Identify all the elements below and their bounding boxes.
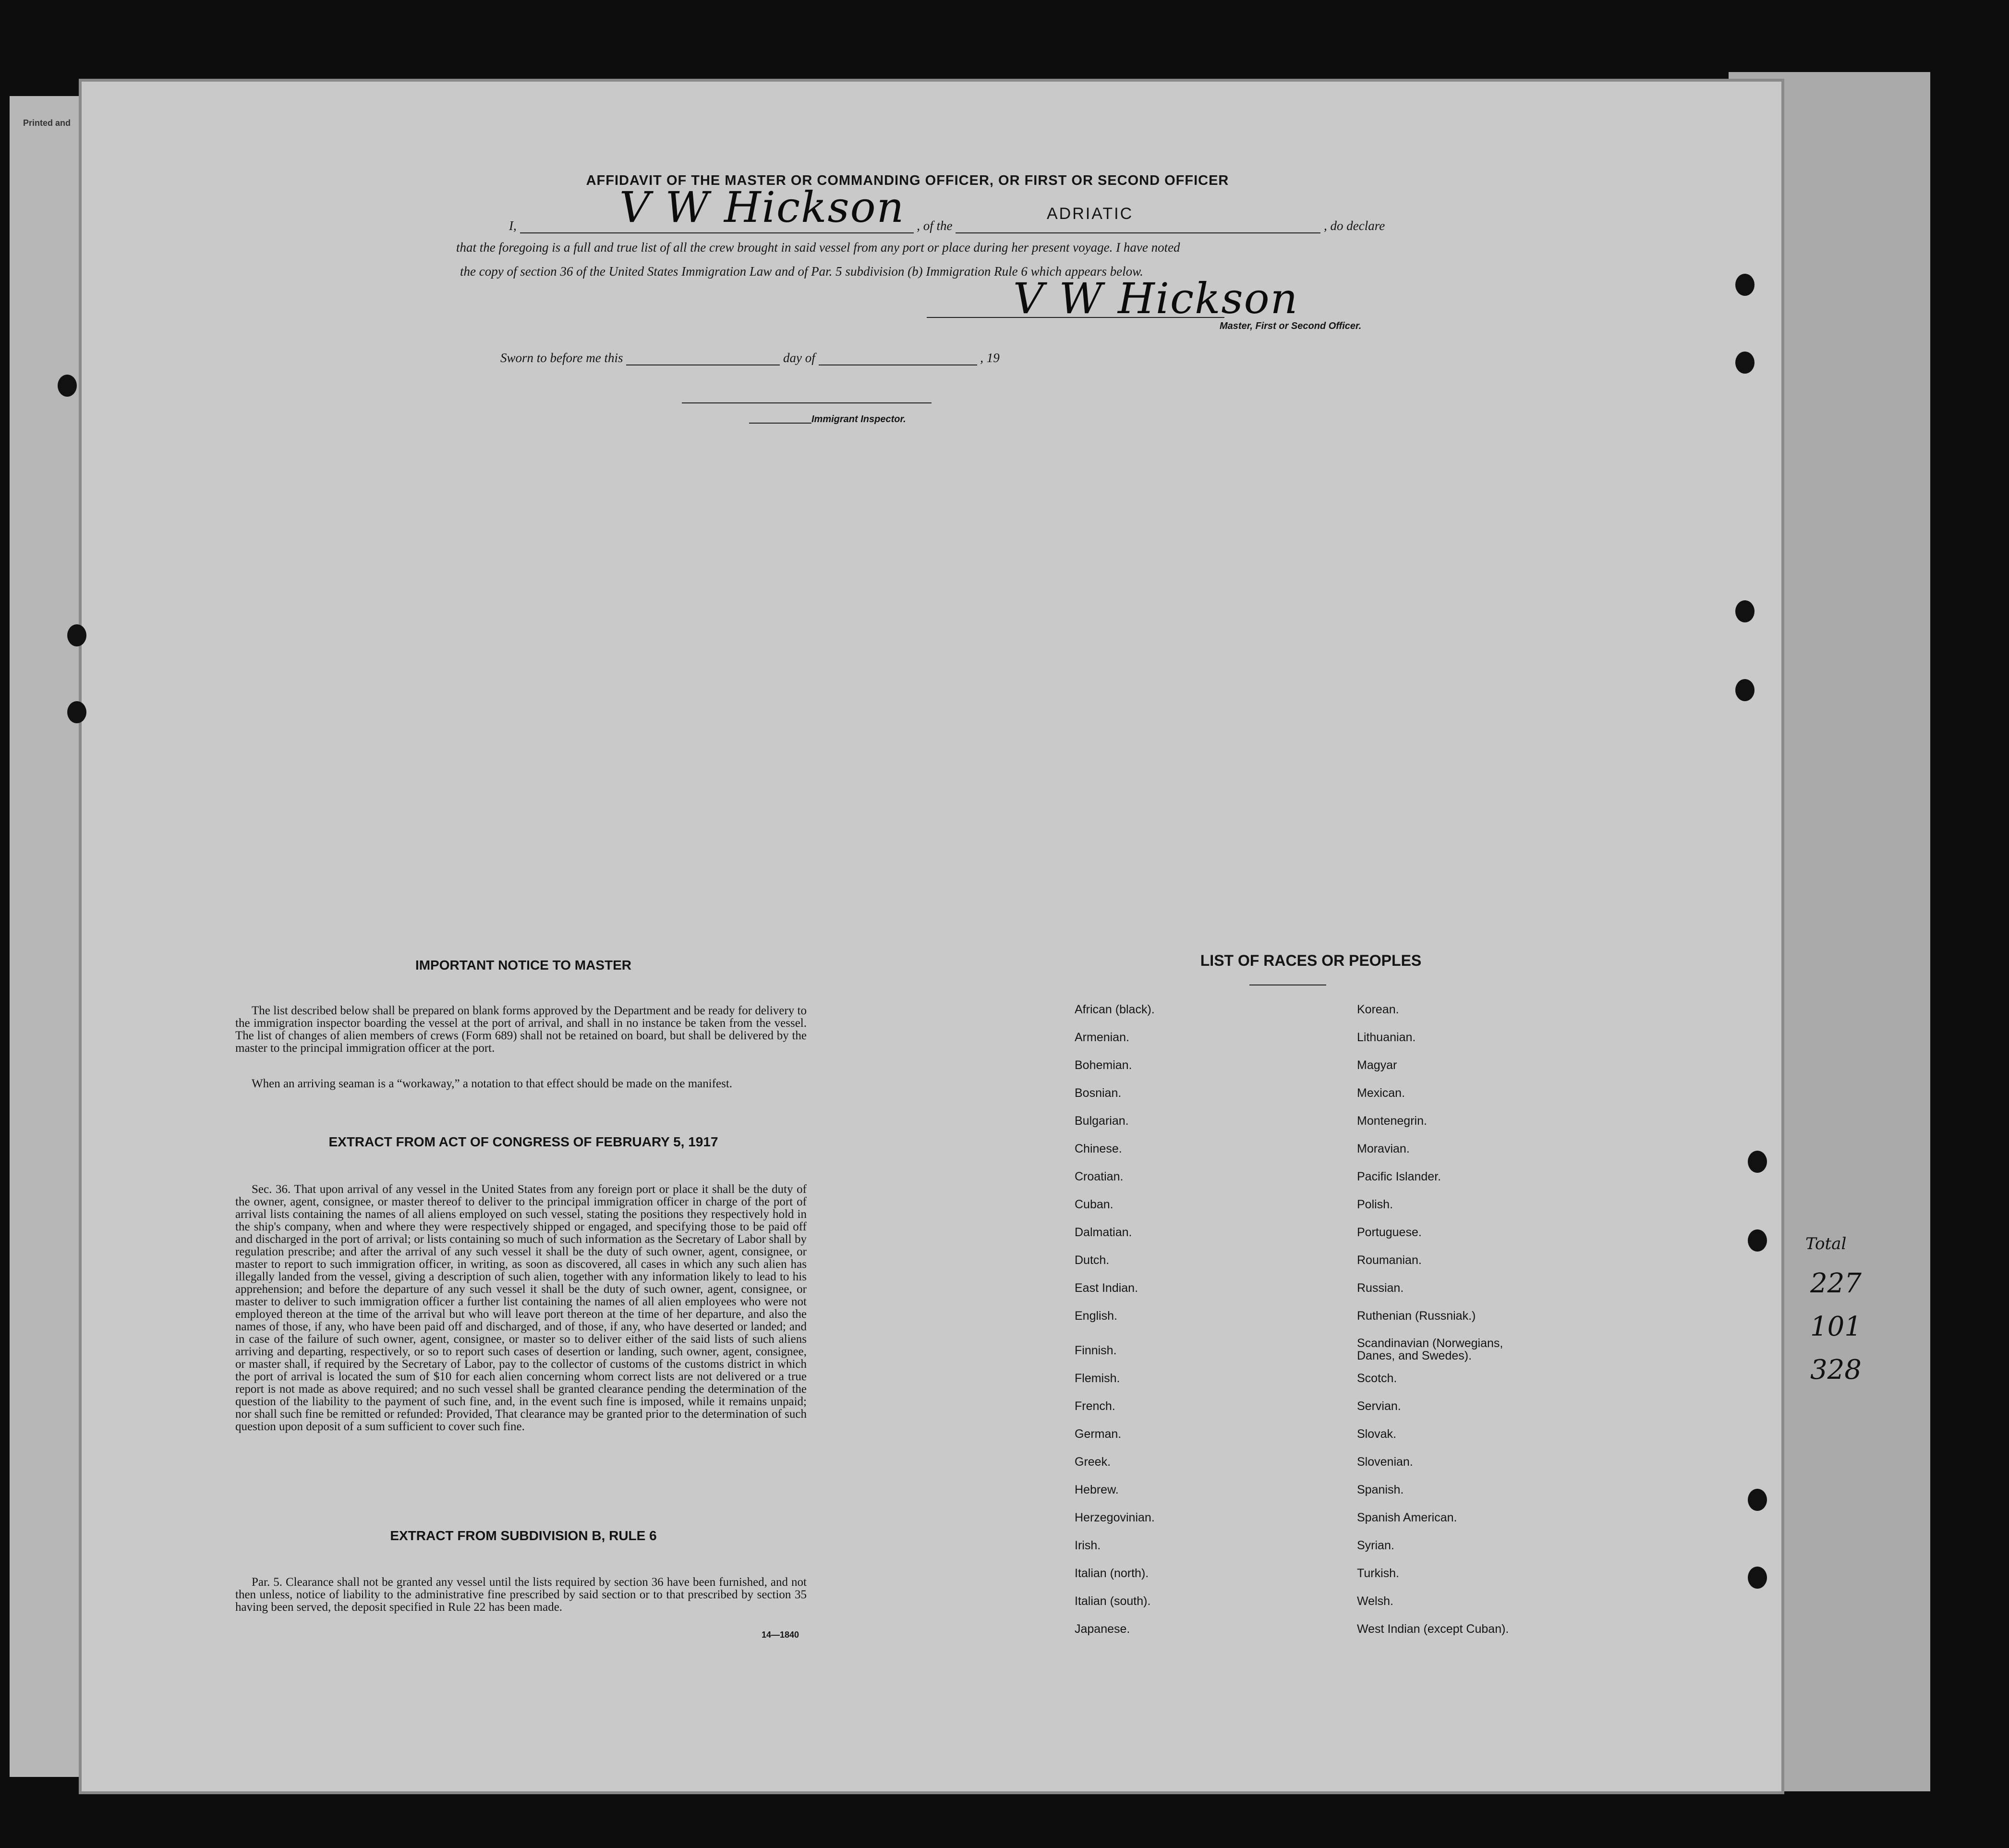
race-item: English. — [1075, 1309, 1117, 1323]
race-item: Welsh. — [1357, 1594, 1393, 1608]
race-item: Flemish. — [1075, 1372, 1120, 1385]
race-item: Slovenian. — [1357, 1455, 1413, 1469]
i-label: I, — [509, 219, 517, 233]
race-item: Spanish. — [1357, 1483, 1404, 1496]
race-item: West Indian (except Cuban). — [1357, 1622, 1509, 1636]
race-item: Magyar — [1357, 1058, 1397, 1072]
printed-stub-text: Printed and — [23, 118, 71, 128]
race-item: Roumanian. — [1357, 1253, 1422, 1267]
race-item: African (black). — [1075, 1003, 1155, 1016]
do-declare-label: , do declare — [1324, 219, 1385, 233]
affidavit-title: AFFIDAVIT OF THE MASTER OR COMMANDING OFFICER, OR FIRST OR SECOND OFFICER — [586, 173, 1229, 188]
inspector-caption: Immigrant Inspector. — [811, 414, 906, 425]
underlying-sheet-left — [10, 96, 82, 1777]
affidavit-line-2: that the foregoing is a full and true list of all the crew brought in said vessel from any port or place during her present voyage. I have noted — [456, 240, 1180, 255]
notice-title: IMPORTANT NOTICE TO MASTER — [415, 958, 632, 973]
master-signature: V W Hickson — [1013, 274, 1299, 323]
race-item: Polish. — [1357, 1198, 1393, 1211]
race-item: Armenian. — [1075, 1031, 1129, 1044]
race-item: Scotch. — [1357, 1372, 1397, 1385]
affidavit-line-3: the copy of section 36 of the United States Immigration Law and of Par. 5 subdivision (b) Immigration Rule 6 which appears below. — [460, 264, 1143, 279]
form-number: 14—1840 — [762, 1630, 799, 1640]
punch-hole — [67, 624, 86, 646]
race-item: Scandinavian (Norwegians, Danes, and Swedes). — [1357, 1337, 1503, 1362]
race-item: Japanese. — [1075, 1622, 1130, 1636]
race-item: Syrian. — [1357, 1539, 1394, 1552]
race-item: Bulgarian. — [1075, 1114, 1129, 1128]
race-item: Bosnian. — [1075, 1086, 1122, 1100]
race-item: Slovak. — [1357, 1427, 1396, 1441]
extract-rule-title: EXTRACT FROM SUBDIVISION B, RULE 6 — [390, 1528, 657, 1543]
total-value-handwritten: 328 — [1810, 1354, 1862, 1386]
race-item: Pacific Islander. — [1357, 1170, 1441, 1183]
race-item: Turkish. — [1357, 1567, 1399, 1580]
race-item: Dalmatian. — [1075, 1226, 1132, 1239]
race-item: Italian (south). — [1075, 1594, 1151, 1608]
race-item: Dutch. — [1075, 1253, 1110, 1267]
punch-hole — [58, 375, 77, 397]
punch-hole — [1748, 1151, 1767, 1173]
race-item: Cuban. — [1075, 1198, 1113, 1211]
race-item: Ruthenian (Russniak.) — [1357, 1309, 1476, 1323]
race-item: Lithuanian. — [1357, 1031, 1416, 1044]
races-left-column — [1075, 1003, 1155, 1650]
race-item: Finnish. — [1075, 1344, 1117, 1357]
punch-hole — [1735, 352, 1755, 374]
inspector-short-line — [749, 423, 811, 424]
race-item: Spanish American. — [1357, 1511, 1457, 1524]
inspector-signature-line — [682, 402, 932, 403]
total-label-handwritten: Total — [1805, 1234, 1847, 1253]
total-value-handwritten: 227 — [1810, 1268, 1862, 1299]
race-item: Russian. — [1357, 1281, 1404, 1295]
race-item: East Indian. — [1075, 1281, 1138, 1295]
punch-hole — [1748, 1567, 1767, 1589]
total-value-handwritten: 101 — [1810, 1311, 1862, 1342]
signature-caption: Master, First or Second Officer. — [1220, 321, 1362, 331]
extract-act-body: Sec. 36. That upon arrival of any vessel in the United States from any foreign port or place it shall be the duty of the owner, agent, consignee, or master thereof to deliver to the principal immigration officer in charge of the port of arrival lists containing the names of all aliens employed on such vessel, stating the positions they respectively hold in the ship's company, when and where they were respectively shipped or engaged, and specifying those to be paid off and discharged in the port of arrival; or lists containing so much of such information as the Secretary of Labor shall by regulation prescribe; and after the arrival of any such vessel it shall be the duty of such owner, agent, consignee, or master to report to such immigration officer, in writing, as soon as discovered, all cases in which any such alien has illegally landed from the vessel, giving a description of such alien, together with any information likely to lead to his apprehension; and before the departure of any such vessel it shall be the duty of such owner, agent, consignee, or master to deliver to such immigration officer a further list containing the names of all alien employees who were not employed thereon at the time of the arrival but who will leave port thereon at the time of her departure, and also the names of those, if any, who have been paid off and discharged, and of those, if any, who have deserted or landed; and in case of the failure of such owner, agent, consignee, or master so to deliver either of the said lists of such aliens arriving and departing, respectively, or so to report such cases of desertion or landing, such owner, agent, consignee, or master shall, if required by the Secretary of Labor, pay to the collector of customs of the customs district in which the port of arrival is located the sum of $10 for each alien concerning whom correct lists are not delivered or a true report is not made as above required; and no such vessel shall be granted clearance pending the determination of the question of the liability to the payment of such fine, and, in the event such fine is imposed, while it remains unpaid; nor shall such fine be remitted or refunded: Provided, That clearance may be granted prior to the determination of such question upon deposit of a sum sufficient to cover such fine. — [235, 1183, 807, 1433]
race-item: Korean. — [1357, 1003, 1399, 1016]
notice-paragraph-1: The list described below shall be prepared on blank forms approved by the Department and be ready for delivery to the immigration inspector boarding the vessel at the port of arrival, and shall in no instance be taken from the vessel. The list of changes of alien members of crews (Form 689) shall not be retained on board, but shall be delivered by the master to the principal immigration officer at the port. — [235, 1004, 807, 1055]
punch-hole — [1735, 679, 1755, 701]
race-item: Bohemian. — [1075, 1058, 1132, 1072]
race-item: Herzegovinian. — [1075, 1511, 1155, 1524]
race-item: Croatian. — [1075, 1170, 1124, 1183]
vessel-name: ADRIATIC — [1047, 205, 1134, 223]
notice-paragraph-2: When an arriving seaman is a “workaway,” a notation to that effect should be made on the manifest. — [252, 1077, 733, 1090]
race-item: Portuguese. — [1357, 1226, 1422, 1239]
sworn-line — [500, 351, 1000, 365]
race-item: German. — [1075, 1427, 1122, 1441]
race-item: Italian (north). — [1075, 1567, 1149, 1580]
sworn-label: Sworn to before me this — [500, 351, 623, 365]
punch-hole — [1735, 274, 1755, 296]
punch-hole — [1735, 600, 1755, 622]
punch-hole — [67, 701, 86, 723]
race-item: Greek. — [1075, 1455, 1111, 1469]
punch-hole — [1748, 1489, 1767, 1511]
extract-rule-body: Par. 5. Clearance shall not be granted any vessel until the lists required by section 36 have been furnished, and not then unless, notice of liability to the administrative fine prescribed by said section or to that prescribed by section 35 having been served, the deposit specified in Rule 22 has been made. — [235, 1576, 807, 1614]
year-label: , 19 — [980, 351, 1000, 365]
race-item: Montenegrin. — [1357, 1114, 1427, 1128]
races-title: LIST OF RACES OR PEOPLES — [1200, 952, 1422, 969]
race-item: Servian. — [1357, 1399, 1401, 1413]
race-item: Irish. — [1075, 1539, 1101, 1552]
race-item: French. — [1075, 1399, 1115, 1413]
name-fill-line — [520, 232, 914, 233]
vessel-fill-line — [956, 232, 1320, 233]
signer-name-handwritten: V W Hickson — [619, 182, 905, 232]
of-the-label: , of the — [917, 219, 953, 233]
extract-act-title: EXTRACT FROM ACT OF CONGRESS OF FEBRUARY 5, 1917 — [328, 1134, 718, 1149]
race-item: Chinese. — [1075, 1142, 1122, 1155]
day-of-label: day of — [783, 351, 815, 365]
race-item: Moravian. — [1357, 1142, 1410, 1155]
race-item: Hebrew. — [1075, 1483, 1119, 1496]
races-right-column — [1357, 1003, 1515, 1650]
punch-hole — [1748, 1229, 1767, 1252]
race-item: Mexican. — [1357, 1086, 1405, 1100]
